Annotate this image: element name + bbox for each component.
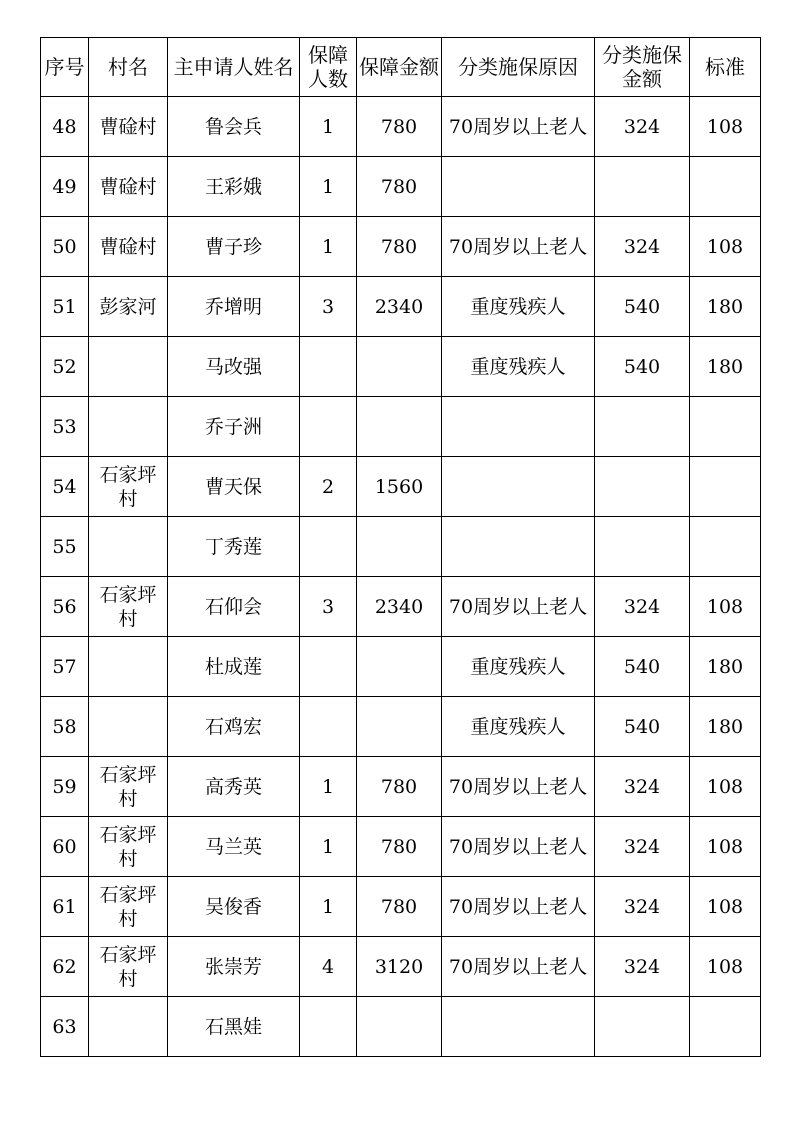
cell-category-amount: 540 xyxy=(595,277,690,337)
cell-reason: 重度残疾人 xyxy=(442,277,595,337)
cell-category-amount xyxy=(595,397,690,457)
cell-serial: 53 xyxy=(41,397,89,457)
cell-count: 1 xyxy=(300,157,357,217)
cell-amount: 780 xyxy=(357,157,442,217)
cell-standard: 108 xyxy=(690,877,761,937)
cell-standard: 180 xyxy=(690,697,761,757)
cell-standard xyxy=(690,457,761,517)
cell-standard: 108 xyxy=(690,757,761,817)
header-count: 保障人数 xyxy=(300,38,357,97)
cell-village: 彭家河 xyxy=(89,277,168,337)
cell-reason: 重度残疾人 xyxy=(442,337,595,397)
cell-category-amount: 324 xyxy=(595,937,690,997)
cell-applicant: 马改强 xyxy=(168,337,300,397)
cell-standard xyxy=(690,517,761,577)
cell-amount: 3120 xyxy=(357,937,442,997)
cell-village: 石家坪村 xyxy=(89,817,168,877)
cell-village: 曹碒村 xyxy=(89,157,168,217)
cell-reason: 70周岁以上老人 xyxy=(442,577,595,637)
cell-amount: 780 xyxy=(357,217,442,277)
cell-count xyxy=(300,697,357,757)
cell-reason: 70周岁以上老人 xyxy=(442,217,595,277)
cell-reason: 重度残疾人 xyxy=(442,637,595,697)
cell-serial: 48 xyxy=(41,97,89,157)
cell-reason: 重度残疾人 xyxy=(442,697,595,757)
relief-table xyxy=(40,37,761,1057)
table-row xyxy=(41,217,761,277)
header-serial: 序号 xyxy=(41,38,89,97)
cell-amount: 1560 xyxy=(357,457,442,517)
cell-count xyxy=(300,997,357,1057)
header-applicant: 主申请人姓名 xyxy=(168,38,300,97)
cell-amount xyxy=(357,337,442,397)
cell-standard: 180 xyxy=(690,637,761,697)
cell-serial: 61 xyxy=(41,877,89,937)
table-row xyxy=(41,877,761,937)
cell-village: 曹碒村 xyxy=(89,97,168,157)
cell-category-amount xyxy=(595,517,690,577)
cell-applicant: 丁秀莲 xyxy=(168,517,300,577)
cell-village: 石家坪村 xyxy=(89,937,168,997)
cell-applicant: 曹子珍 xyxy=(168,217,300,277)
cell-amount: 780 xyxy=(357,817,442,877)
cell-count: 3 xyxy=(300,577,357,637)
cell-amount: 2340 xyxy=(357,277,442,337)
cell-count: 3 xyxy=(300,277,357,337)
cell-count xyxy=(300,397,357,457)
cell-count: 1 xyxy=(300,217,357,277)
cell-serial: 49 xyxy=(41,157,89,217)
table-row xyxy=(41,757,761,817)
table-row xyxy=(41,277,761,337)
cell-serial: 52 xyxy=(41,337,89,397)
table-row xyxy=(41,97,761,157)
cell-applicant: 杜成莲 xyxy=(168,637,300,697)
cell-category-amount: 324 xyxy=(595,817,690,877)
cell-amount xyxy=(357,697,442,757)
table-row xyxy=(41,997,761,1057)
cell-reason xyxy=(442,397,595,457)
cell-applicant: 王彩娥 xyxy=(168,157,300,217)
cell-standard xyxy=(690,397,761,457)
cell-category-amount: 324 xyxy=(595,757,690,817)
cell-amount: 2340 xyxy=(357,577,442,637)
cell-category-amount xyxy=(595,457,690,517)
cell-reason: 70周岁以上老人 xyxy=(442,817,595,877)
cell-category-amount xyxy=(595,157,690,217)
cell-serial: 50 xyxy=(41,217,89,277)
table-row xyxy=(41,817,761,877)
cell-serial: 63 xyxy=(41,997,89,1057)
cell-standard: 180 xyxy=(690,337,761,397)
cell-category-amount: 540 xyxy=(595,697,690,757)
cell-village xyxy=(89,997,168,1057)
cell-standard: 108 xyxy=(690,577,761,637)
header-category-amount: 分类施保金额 xyxy=(595,38,690,97)
header-reason: 分类施保原因 xyxy=(442,38,595,97)
table-row xyxy=(41,697,761,757)
cell-serial: 56 xyxy=(41,577,89,637)
cell-applicant: 吴俊香 xyxy=(168,877,300,937)
cell-category-amount: 324 xyxy=(595,217,690,277)
cell-village: 曹碒村 xyxy=(89,217,168,277)
cell-serial: 57 xyxy=(41,637,89,697)
cell-village xyxy=(89,397,168,457)
cell-village: 石家坪村 xyxy=(89,457,168,517)
cell-amount: 780 xyxy=(357,757,442,817)
header-village: 村名 xyxy=(89,38,168,97)
cell-serial: 51 xyxy=(41,277,89,337)
cell-village: 石家坪村 xyxy=(89,877,168,937)
cell-reason xyxy=(442,457,595,517)
cell-village xyxy=(89,697,168,757)
cell-amount: 780 xyxy=(357,877,442,937)
cell-applicant: 马兰英 xyxy=(168,817,300,877)
cell-village xyxy=(89,637,168,697)
table-row xyxy=(41,937,761,997)
cell-category-amount xyxy=(595,997,690,1057)
cell-standard xyxy=(690,157,761,217)
cell-standard: 180 xyxy=(690,277,761,337)
cell-count xyxy=(300,637,357,697)
cell-applicant: 乔增明 xyxy=(168,277,300,337)
cell-reason: 70周岁以上老人 xyxy=(442,937,595,997)
cell-village xyxy=(89,517,168,577)
table-body xyxy=(41,97,761,1057)
cell-applicant: 石仰会 xyxy=(168,577,300,637)
cell-category-amount: 540 xyxy=(595,637,690,697)
cell-serial: 59 xyxy=(41,757,89,817)
cell-reason xyxy=(442,517,595,577)
cell-standard xyxy=(690,997,761,1057)
table-row xyxy=(41,517,761,577)
table-row xyxy=(41,457,761,517)
cell-count: 2 xyxy=(300,457,357,517)
cell-reason: 70周岁以上老人 xyxy=(442,97,595,157)
cell-amount: 780 xyxy=(357,97,442,157)
table-row xyxy=(41,157,761,217)
cell-category-amount: 540 xyxy=(595,337,690,397)
cell-reason: 70周岁以上老人 xyxy=(442,877,595,937)
cell-count xyxy=(300,517,357,577)
table-row xyxy=(41,637,761,697)
table-row xyxy=(41,397,761,457)
cell-category-amount: 324 xyxy=(595,97,690,157)
cell-count: 1 xyxy=(300,877,357,937)
cell-count: 1 xyxy=(300,757,357,817)
cell-count: 4 xyxy=(300,937,357,997)
cell-village xyxy=(89,337,168,397)
cell-amount xyxy=(357,997,442,1057)
cell-amount xyxy=(357,397,442,457)
header-row xyxy=(41,38,761,97)
cell-serial: 55 xyxy=(41,517,89,577)
cell-applicant: 高秀英 xyxy=(168,757,300,817)
table-row xyxy=(41,337,761,397)
cell-serial: 58 xyxy=(41,697,89,757)
cell-reason xyxy=(442,157,595,217)
cell-applicant: 石鸡宏 xyxy=(168,697,300,757)
cell-standard: 108 xyxy=(690,217,761,277)
cell-serial: 62 xyxy=(41,937,89,997)
cell-amount xyxy=(357,637,442,697)
cell-count xyxy=(300,337,357,397)
table-row xyxy=(41,577,761,637)
cell-count: 1 xyxy=(300,817,357,877)
cell-standard: 108 xyxy=(690,97,761,157)
cell-reason xyxy=(442,997,595,1057)
cell-applicant: 曹天保 xyxy=(168,457,300,517)
header-amount: 保障金额 xyxy=(357,38,442,97)
cell-applicant: 张崇芳 xyxy=(168,937,300,997)
cell-amount xyxy=(357,517,442,577)
cell-count: 1 xyxy=(300,97,357,157)
header-standard: 标准 xyxy=(690,38,761,97)
cell-village: 石家坪村 xyxy=(89,577,168,637)
cell-applicant: 石黑娃 xyxy=(168,997,300,1057)
cell-standard: 108 xyxy=(690,817,761,877)
cell-applicant: 乔子洲 xyxy=(168,397,300,457)
cell-reason: 70周岁以上老人 xyxy=(442,757,595,817)
cell-village: 石家坪村 xyxy=(89,757,168,817)
cell-category-amount: 324 xyxy=(595,577,690,637)
cell-serial: 54 xyxy=(41,457,89,517)
cell-category-amount: 324 xyxy=(595,877,690,937)
cell-applicant: 鲁会兵 xyxy=(168,97,300,157)
cell-serial: 60 xyxy=(41,817,89,877)
cell-standard: 108 xyxy=(690,937,761,997)
